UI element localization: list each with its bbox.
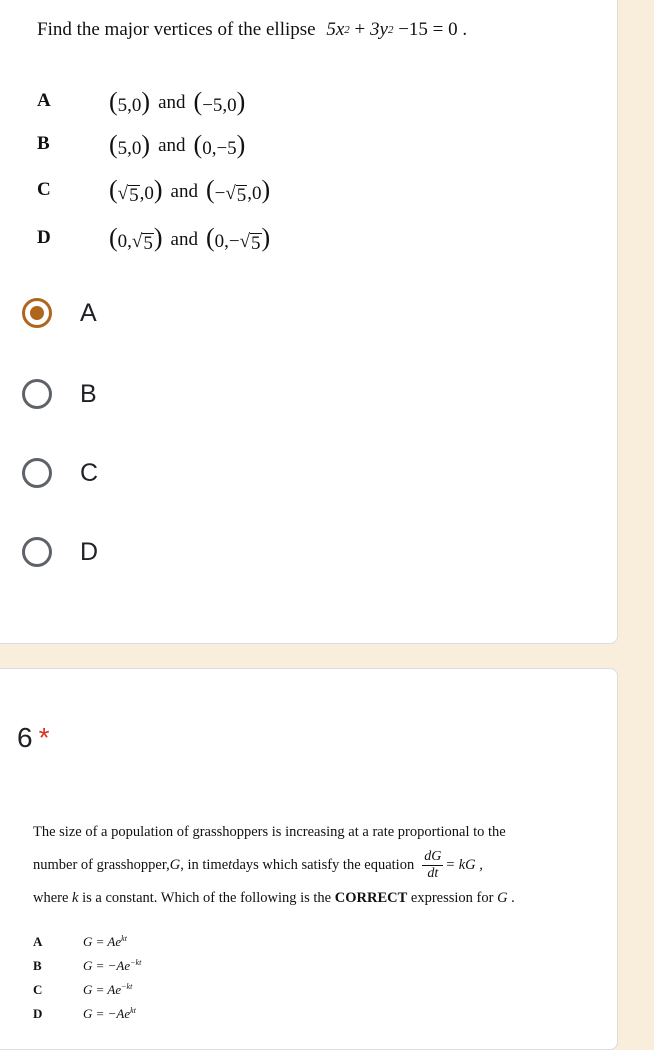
choice-label: D	[80, 537, 99, 566]
radio-button-selected[interactable]	[22, 298, 52, 328]
choice-c[interactable]	[22, 451, 98, 495]
choice-label: B	[80, 379, 97, 408]
choice-d[interactable]	[22, 530, 98, 574]
choice-label: C	[80, 458, 99, 487]
radio-button[interactable]	[22, 379, 52, 409]
choice-label: A	[80, 298, 97, 327]
choice-a[interactable]	[22, 291, 97, 335]
required-asterisk: *	[38, 722, 50, 753]
radio-button[interactable]	[22, 458, 52, 488]
question-text-line-2: number of grasshopper, G , in time t days which satisfy the equation $\frac{dG}{dt}$ = kG ,	[33, 849, 483, 881]
question-prompt: Find the major vertices of the ellipse $5x^2 + 3y^2 -15 = 0$ .	[37, 19, 468, 40]
question-text-line-3: where k is a constant. Which of the following is the CORRECT expression for G .	[33, 890, 515, 906]
question-text-line-1: The size of a population of grasshoppers is increasing at a rate proportional to the	[33, 824, 506, 840]
derivative-fraction: $\frac{dG}{dt}$	[424, 849, 442, 881]
question-number: 6 *	[17, 722, 50, 753]
radio-button[interactable]	[22, 537, 52, 567]
choice-b[interactable]	[22, 372, 97, 416]
question-card-5: Find the major vertices of the ellipse $5x^2 + 3y^2 -15 = 0$ . A (5,0) and (−5,0) B (5,0) and (0,−5) C ( √ 5 ,0) and (− √ 5 ,0) D (0, √ 5 ) and (0,− √ 5 ) A B C D	[0, 0, 618, 644]
